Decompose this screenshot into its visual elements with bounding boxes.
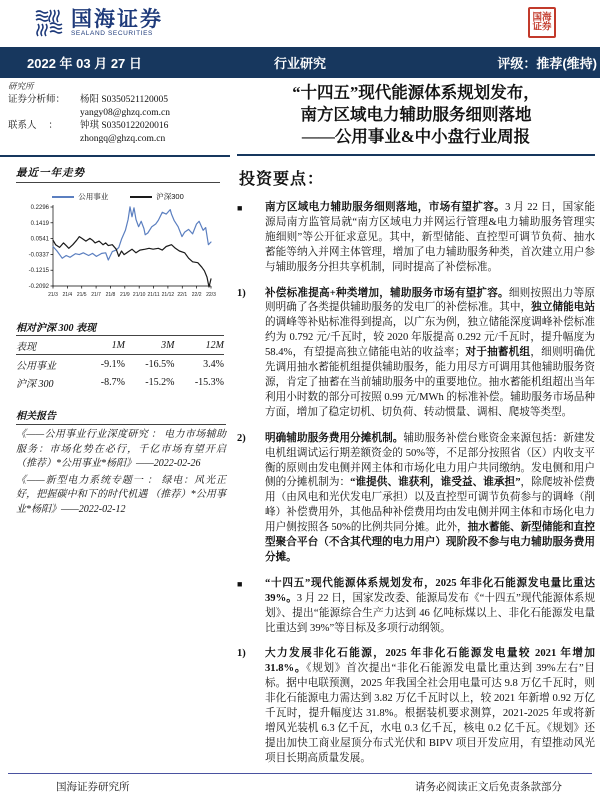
col-header: 12M — [174, 337, 224, 355]
investment-points — [237, 201, 595, 767]
list-marker: 1) — [237, 287, 246, 299]
legend-item — [52, 191, 108, 202]
contact-row — [8, 133, 226, 146]
main-content — [237, 82, 595, 778]
table-row: 公用事业 -9.1% -16.5% 3.4% — [16, 358, 224, 372]
contacts — [8, 94, 226, 146]
sealand-logo-icon — [34, 8, 64, 38]
legend-label-utilities: 公用事业 — [78, 192, 109, 201]
office-label: 研究所 — [8, 81, 34, 91]
investment-point — [237, 577, 595, 637]
list-marker: ■ — [237, 578, 243, 589]
title-line-3: ——公用事业&中小盘行业周报 — [301, 127, 531, 146]
contact-role: 联系人 ： — [8, 121, 58, 131]
svg-text:0.1419: 0.1419 — [30, 220, 49, 227]
legend-swatch-utilities — [52, 196, 74, 198]
report-category: 行业研究 — [273, 56, 326, 71]
investment-point — [237, 432, 595, 566]
chart-title: 最近一年走势 — [16, 165, 220, 183]
company-seal — [528, 7, 556, 38]
col-header: 3M — [125, 337, 175, 355]
brand-name-en: SEALAND SECURITIES — [71, 30, 153, 37]
report-link[interactable]: 《——新型电力系统专题一 ： 绿电：风光正好，把握碳中和下的时代机遇 （推荐）*公用事业*杨阳》——2022-02-12 — [16, 474, 226, 515]
rating-badge: 评级：推荐(维持) — [497, 56, 597, 71]
brand — [34, 8, 163, 38]
investment-point — [237, 287, 595, 421]
svg-text:21/9: 21/9 — [119, 292, 130, 298]
investment-point — [237, 647, 595, 766]
svg-text:21/10: 21/10 — [132, 292, 146, 298]
col-header: 1M — [84, 337, 125, 355]
contact-name-id: 钟琪 S0350122020016 — [80, 121, 169, 131]
header-bar — [0, 47, 600, 78]
masthead — [0, 0, 600, 47]
performance-table — [16, 319, 224, 391]
svg-text:21/11: 21/11 — [147, 292, 160, 298]
trend-line-chart — [16, 202, 216, 300]
contact-email[interactable]: zhongq@ghzq.com.cn — [80, 134, 166, 144]
report-date: 2022 年 03 月 27 日 — [27, 56, 142, 71]
footer-institute: 国海证券研究所 — [56, 782, 130, 793]
legend-item — [130, 191, 184, 202]
contact-row — [8, 120, 226, 133]
analyst-name-id: 杨阳 S0350521120005 — [80, 95, 169, 105]
svg-text:-0.1215: -0.1215 — [28, 268, 49, 275]
svg-text:21/5: 21/5 — [76, 292, 87, 298]
related-reports — [16, 407, 226, 517]
title-rule — [237, 154, 595, 156]
svg-text:21/12: 21/12 — [161, 292, 175, 298]
performance-table-title: 相对沪深 300 表现 — [16, 319, 224, 336]
chart-legend — [16, 191, 220, 202]
section-heading: 投资要点： — [239, 171, 325, 188]
svg-text:0.0541: 0.0541 — [30, 236, 49, 243]
brand-name-cn: 国海证券 — [71, 8, 163, 31]
col-header: 表现 — [16, 337, 84, 355]
trend-chart-block — [16, 165, 220, 305]
report-title — [237, 82, 595, 148]
svg-text:0.2296: 0.2296 — [30, 205, 49, 211]
title-line-1: “十四五”现代能源体系规划发布， — [292, 83, 540, 102]
svg-text:22/3: 22/3 — [206, 292, 216, 298]
analyst-email[interactable]: yangy08@ghzq.com.cn — [80, 108, 171, 118]
paragraph-text: 明确辅助服务费用分摊机制。辅助服务补偿台账资金来源包括：新建发电机组调试运行期差额资金的 50%等，不足部分按照省（区）内收支平衡的原则由发电侧并网主体和市场化电力用户共同缴纳。发电侧和用户侧的分摊机制为：“谁提供、谁获利，谁受益、谁承担”，除爬坡补偿费用（由风电和光伏发电厂承担）以及直控型可调节负荷参与的调峰（削峰）补偿费用外，其他品种补偿费用均由发电侧并网主体和市场化电力用户侧按照各 50%的比例共同分摊。此外，抽水蓄能、新型储能和直控型聚合平台（不含其代理的电力用户）现阶段不参与电力辅助服务费用分摊。 — [265, 432, 596, 563]
seal-text: 国海证券 — [532, 12, 552, 32]
related-reports-title: 相关报告 — [16, 407, 226, 425]
table-row: 沪深 300 -8.7% -15.2% -15.3% — [16, 376, 224, 390]
footer-disclaimer: 请务必阅读正文后免责条款部分 — [415, 782, 562, 793]
list-marker: 2) — [237, 432, 246, 444]
svg-text:-0.2092: -0.2092 — [28, 284, 49, 290]
report-link[interactable]: 《——公用事业行业深度研究 ： 电力市场辅助服务：市场化势在必行，千亿市场有望开启 （推荐）*公用事业*杨阳》——2022-02-26 — [16, 429, 226, 469]
svg-text:21/3: 21/3 — [48, 292, 58, 298]
svg-text:-0.0337: -0.0337 — [28, 252, 49, 259]
legend-swatch-csi300 — [130, 196, 152, 198]
table-header-row — [16, 337, 224, 355]
paragraph-text: 补偿标准提高+种类增加，辅助服务市场有望扩容。细则按照出力等原则明确了各类提供辅助服务的发电厂的补偿标准。其中，独立储能电站的调峰等补贴标准得到提高，以广东为例，独立储能深度调峰补偿标准约为 0.792 元/千瓦时，较 2020 年版提高 0.292 元/千瓦时，提升幅度为 58.4%，有望提高独立储能电站的收益率；对于抽蓄机组，细则明确优先调用抽水蓄能机组提供辅助服务，能力用尽方可调用其他辅助服务资源，肯定了抽蓄在当前辅助服务中的重要地位。抽水蓄能机组超出当年利用小时数的部分可按照 0.99 元/MWh 的标准补偿。辅助服务市场品种方面，增加了稳定切机、切负荷、转动惯量、调相、爬坡等类型。 — [265, 287, 595, 418]
contact-role: 证券分析师： — [8, 95, 66, 105]
list-marker: 1) — [237, 648, 246, 660]
svg-text:22/1: 22/1 — [177, 292, 188, 298]
svg-text:22/2: 22/2 — [191, 292, 202, 298]
contact-row — [8, 94, 226, 107]
svg-text:21/7: 21/7 — [91, 292, 101, 298]
sidebar-divider — [0, 155, 230, 157]
page-footer — [8, 773, 592, 800]
legend-label-csi300: 沪深300 — [156, 192, 184, 201]
paragraph-text: 南方区域电力辅助服务细则落地，市场有望扩容。3 月 22 日，国家能源局南方监管局就“南方区域电力并网运行管理&电力辅助服务管理实施细则”等公开征求意见。其中，新型储能、直控型可调节负荷、抽水蓄能等纳入并网主体管理，增加了电力辅助服务种类，首次建立用户参与辅助服务分担共享机制，同时提高了补偿标准。 — [265, 202, 596, 273]
contact-row — [8, 107, 226, 120]
svg-text:21/8: 21/8 — [105, 292, 116, 298]
sidebar — [0, 80, 230, 519]
investment-point — [237, 201, 595, 276]
paragraph-text: “十四五”现代能源体系规划发布，2025 年非化石能源发电量比重达 39%。3 月 22 日，国家发改委、能源局发布《“十四五”现代能源体系规划》、提出“能源综合生产力达到 46 亿吨标煤以上、非化石能源发电量比重达到 39%”等目标及多项行动纲领。 — [265, 577, 595, 634]
list-marker: ■ — [237, 203, 243, 213]
title-line-2: 南方区域电力辅助服务细则落地 — [300, 105, 532, 124]
brand-text — [71, 9, 163, 37]
paragraph-text: 大力发展非化石能源，2025 年非化石能源发电量较 2021 年增加 31.8%。《规划》首次提出“非化石能源发电量比重达到 39%左右”目标。据中电联预测，2025 年我国全社会用电量可达 9.8 万亿千瓦时，则非化石能源电力需达到 3.82 万亿千瓦时以上，较 2021 年新增 0.92 万亿千瓦时，提升幅度达 31.8%。根据装机要求测算，2021-2025 年或将新增风光装机 6.3 亿千瓦，水电 0.3 亿千瓦，核电 0.2 亿千瓦。《规划》还提出加快工商业屋顶分布式光伏和 BIPV 项目开发应用，有望推动风光项目长期高质量发展。 — [265, 648, 595, 764]
svg-text:21/4: 21/4 — [62, 292, 73, 298]
